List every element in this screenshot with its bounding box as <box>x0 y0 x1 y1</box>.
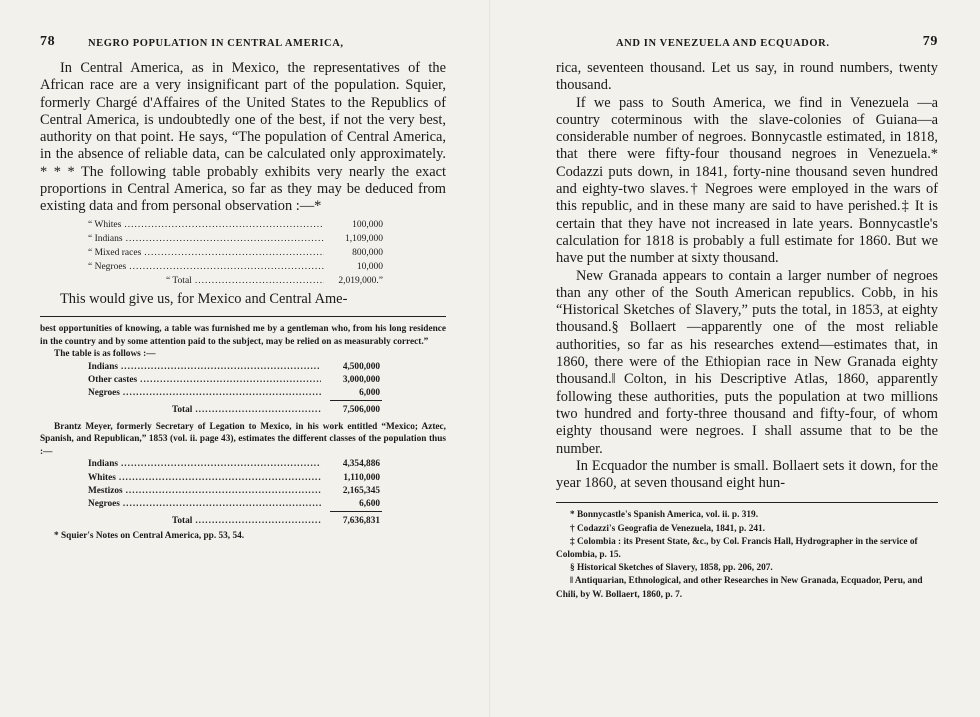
table-total-row: Total ..... 7,506,000 <box>88 404 380 417</box>
footnote-divider <box>40 316 446 317</box>
right-paragraph-3: New Granada appears to contain a larger number of negroes than any other of the South American republics. Cobb, in his “Historical Sketches of Slavery,” puts the total, in 1853, at eighty thousand.§ Bollaert —apparently one of the most reliable authorities, so far as his researches extend—estimates that, in 1860, there were of the Ethiopian race in New Granada eighty thousand.‖ Colton, in his Descriptive Atlas, 1860, apparently following these authorities, puts the population at two millions two hundred and forty-three thousand and fifty-four, of whom eighty thousand were negroes. I shall assume that to be the number. <box>556 267 938 457</box>
right-page <box>490 0 980 717</box>
table-row: Negroes ..... 6,000 <box>88 387 380 400</box>
footnote-brantz: Brantz Meyer, formerly Secretary of Legation to Mexico, in his work entitled “Mexico; Aztec, Spanish, and Republican,” 1853 (vol. ii. page 43), estimates the different classes of the population thus :— <box>40 421 446 457</box>
table-row: Indians ..... 4,500,000 <box>88 361 380 374</box>
table-total-row: “ Total ..... 2,019,000.” <box>88 274 383 288</box>
right-paragraph-4: In Ecquador the number is small. Bollaert sets it down, for the year 1860, at seven thousand eight hun- <box>556 457 938 492</box>
table-row: Other castes ..... 3,000,000 <box>88 374 380 387</box>
table-row: “ Mixed races ..... 800,000 <box>88 246 383 260</box>
right-body <box>556 60 938 492</box>
right-running-title: AND IN VENEZUELA AND ECQUADOR. <box>616 38 830 49</box>
footnote-intro: best opportunities of knowing, a table was furnished me by a gentleman who, from his long residence in the country and by some attention paid to the subject, may be relied on as measurably correct.” <box>40 323 446 347</box>
footnote-divider <box>556 502 938 503</box>
right-page-number: 79 <box>922 34 938 49</box>
left-paragraph-2: This would give us, for Mexico and Central Ame- <box>60 290 348 307</box>
left-footnotes <box>40 323 446 361</box>
table-row: “ Indians ..... 1,109,000 <box>88 232 383 246</box>
table-row: Negroes ..... 6,600 <box>88 498 380 511</box>
footnote-item: ‖ Antiquarian, Ethnological, and other Researches in New Granada, Ecquador, Peru, and Chili, by W. Bollaert, 1860, p. 7. <box>556 576 923 600</box>
right-footnotes <box>556 509 938 601</box>
right-paragraph-1: rica, seventeen thousand. Let us say, in round numbers, twenty thousand. <box>556 60 938 94</box>
right-paragraph-2: If we pass to South America, we find in Venezuela —a country coterminous with the slave-colonies of Guiana—a considerable number of negroes. Bonnycastle estimated, in 1818, that there were fifty-four thousand negroes in Venezuela.* Codazzi puts down, in 1841, forty-nine thousand seven hundred and eighty-two slaves.† Negroes were employed in the wars of this republic, and in these many are said to have perished.‡ It is certain that they have not increased in late years. Bonnycastle's calculation for 1818 is probably a full estimate for 1860. But we have put the number at sixty thousand. <box>556 94 938 267</box>
mexico-table-1 <box>88 361 380 401</box>
table-row: Mestizos ..... 2,165,345 <box>88 485 380 498</box>
mexico-table-2 <box>88 458 380 511</box>
mexico-table-2-total <box>88 515 380 528</box>
table-row: Whites ..... 1,110,000 <box>88 472 380 485</box>
table-row: “ Whites ..... 100,000 <box>88 218 383 232</box>
footnote-item: § Historical Sketches of Slavery, 1858, pp. 206, 207. <box>570 563 773 574</box>
footnote-item: † Codazzi's Geografia de Venezuela, 1841, p. 241. <box>570 523 765 534</box>
table-total-row: Total ..... 7,636,831 <box>88 515 380 528</box>
footnote-squier: * Squier's Notes on Central America, pp. 53, 54. <box>54 531 245 542</box>
footnote-item: ‡ Colombia : its Present State, &c., by Col. Francis Hall, Hydrographer in the service of Colombia, p. 15. <box>556 536 918 561</box>
left-running-title: NEGRO POPULATION IN CENTRAL AMERICA, <box>88 38 344 49</box>
table-row: Indians ..... 4,354,886 <box>88 458 380 471</box>
left-page-number: 78 <box>40 34 56 49</box>
left-paragraph-1: In Central America, as in Mexico, the representatives of the African race are a very insignificant part of the population. Squier, formerly Chargé d'Affaires of the United States to the Republics of Central America, is undoubtedly one of the best, if not the very best, authority on that point. He says, “The population of Central America, in the absence of reliable data, can be calculated only approximately. * * * The following table probably exhibits very nearly the exact proportions in Central America, so far as they may be deduced from existing data and from personal observation :—* <box>40 60 446 215</box>
table-row: “ Negroes ..... 10,000 <box>88 260 383 274</box>
right-running-head <box>556 34 938 60</box>
central-america-table <box>88 218 383 289</box>
footnote-item: * Bonnycastle's Spanish America, vol. ii. p. 319. <box>570 510 759 521</box>
mexico-table-1-total <box>88 404 380 417</box>
left-running-head <box>40 34 446 60</box>
footnote-table-intro: The table is as follows :— <box>54 349 156 360</box>
left-body <box>40 60 446 308</box>
